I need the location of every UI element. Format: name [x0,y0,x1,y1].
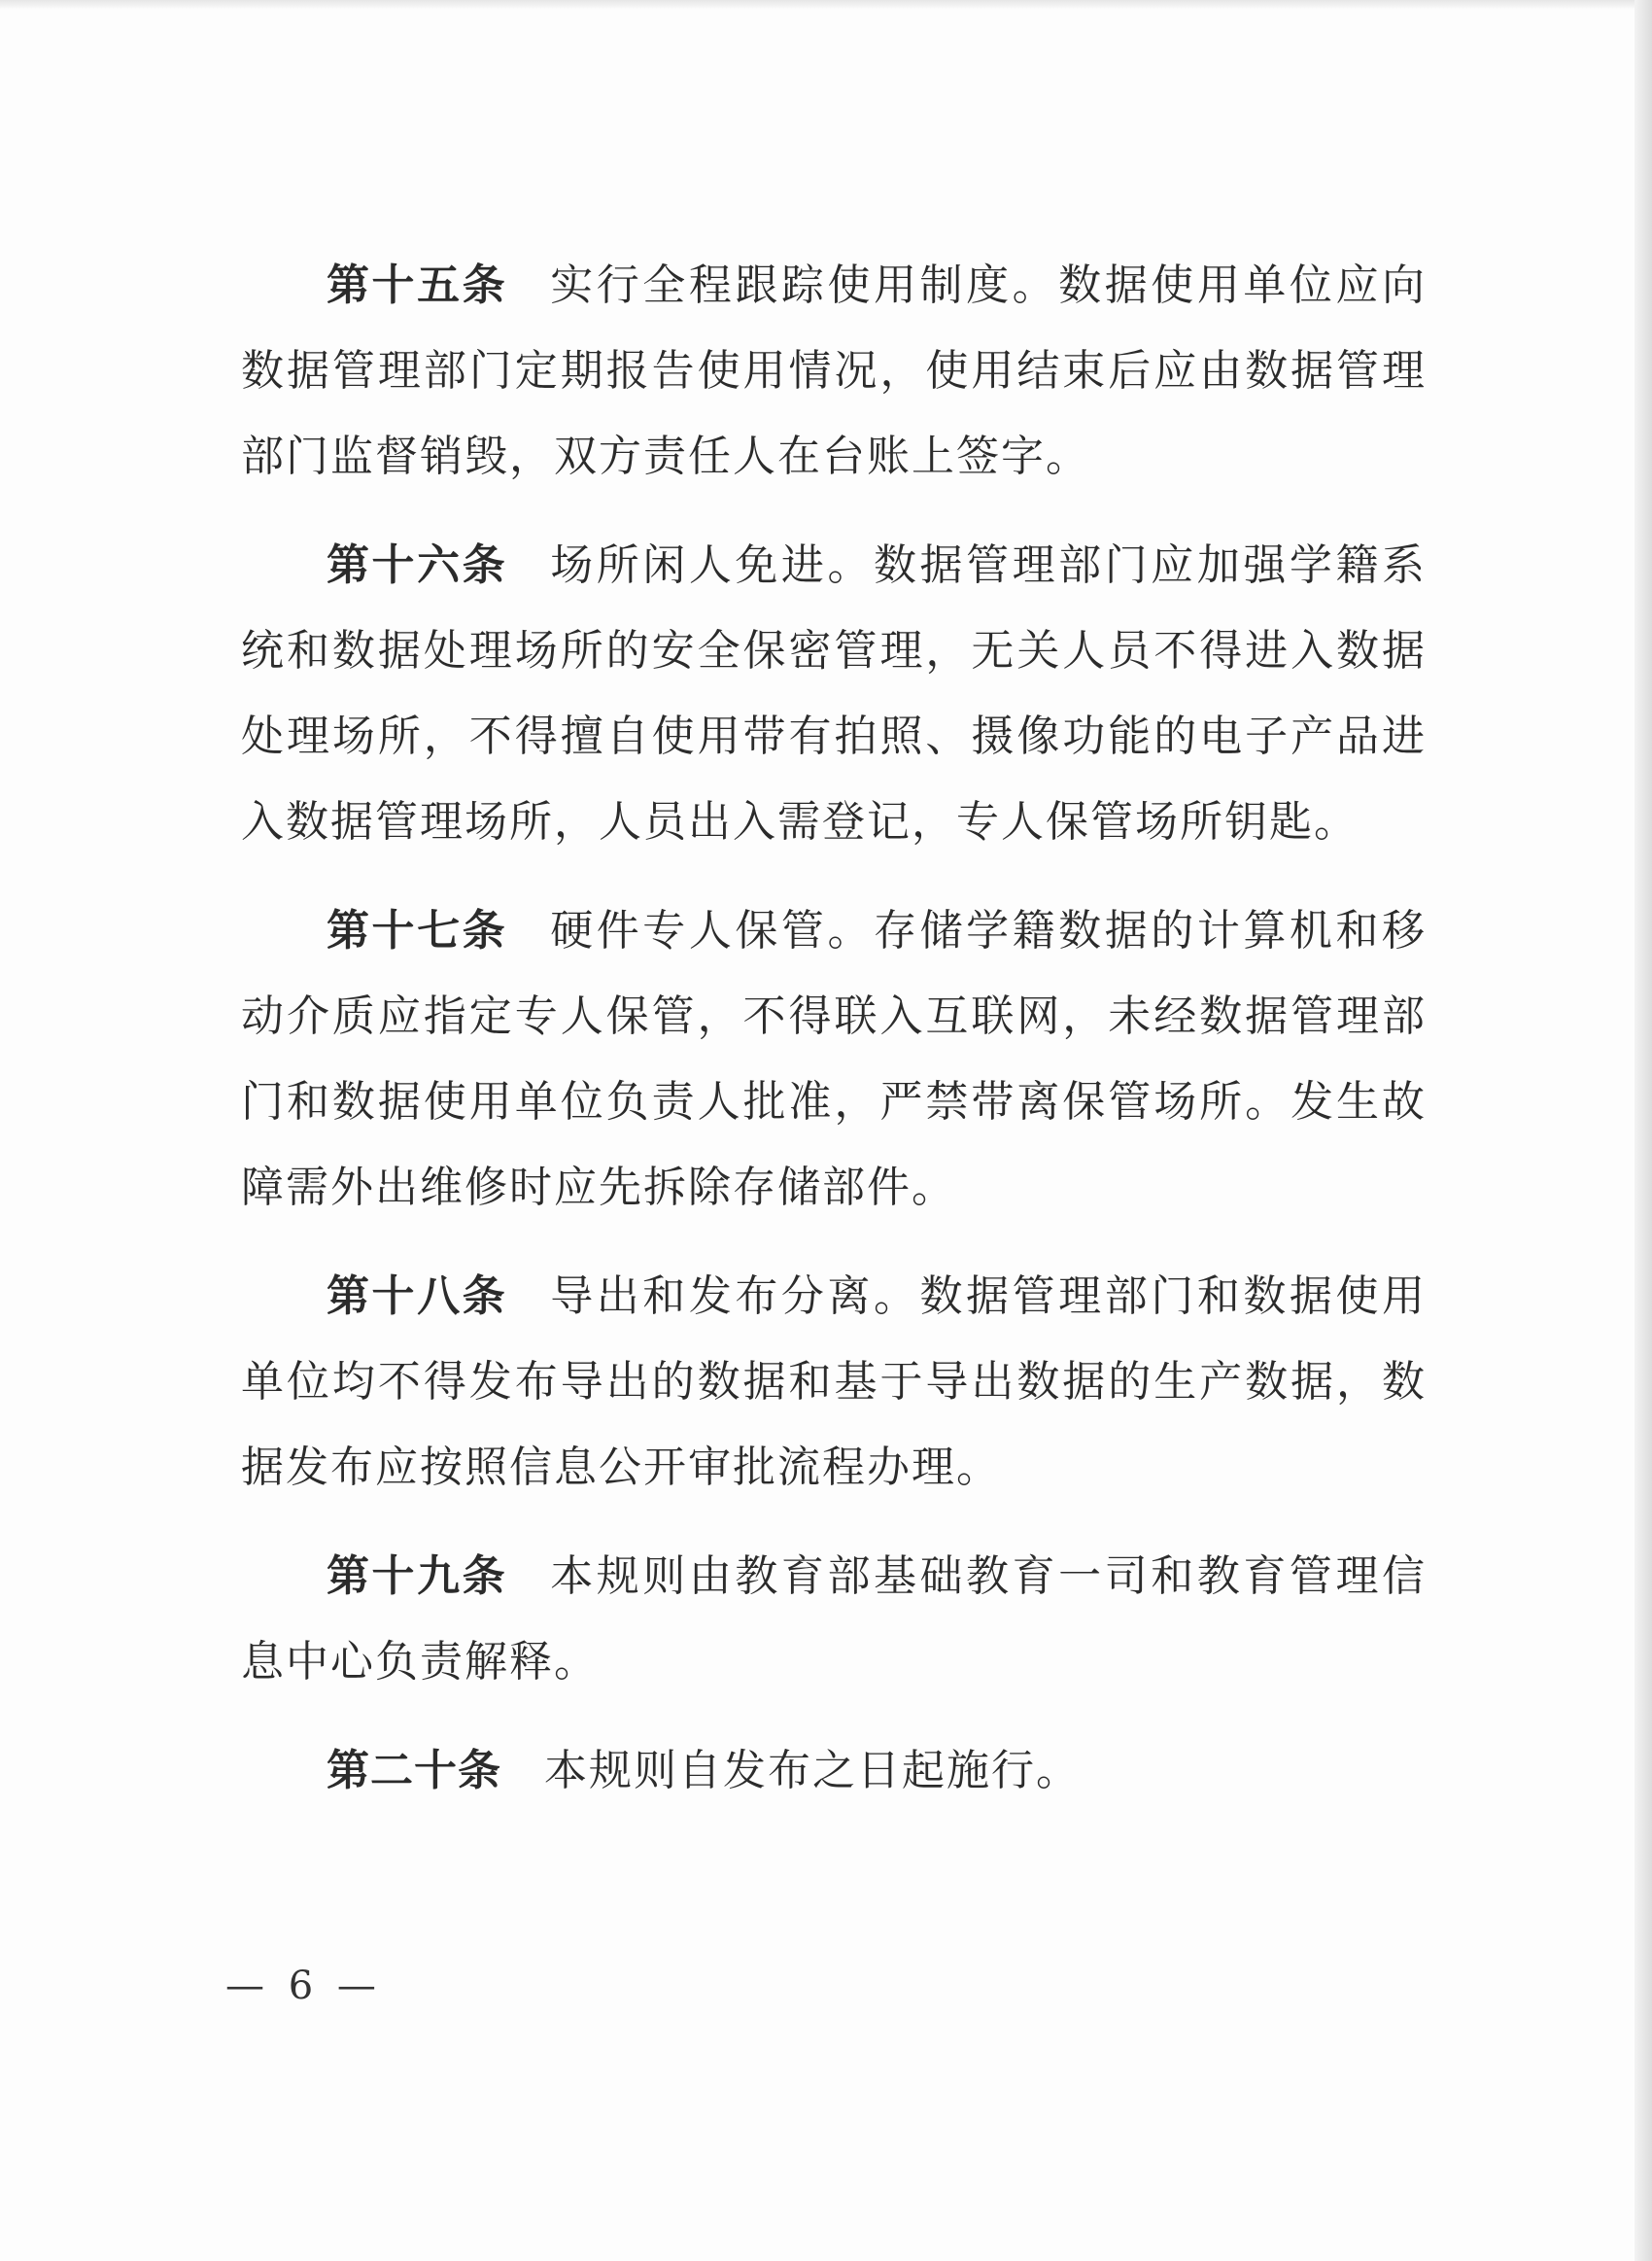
article-17 [241,888,1427,1231]
article-16 [241,523,1427,865]
article-heading: 第十五条 [327,261,508,310]
scan-edge-right [1635,0,1652,2261]
article-text: 导出和发布分离。数据管理部门和数据使用单位均不得发布导出的数据和基于导出数据的生产数据，数据发布应按照信息公开审批流程办理。 [241,1271,1428,1492]
article-text: 场所闲人免进。数据管理部门应加强学籍系统和数据处理场所的安全保密管理，无关人员不得进入数据处理场所，不得擅自使用带有拍照、摄像功能的电子产品进入数据管理场所，人员出入需登记，专人保管场所钥匙。 [241,540,1428,847]
article-heading: 第十六条 [327,540,508,590]
article-20 [241,1728,1427,1814]
document-body [241,243,1427,1837]
article-heading: 第十九条 [327,1551,508,1601]
article-text: 硬件专人保管。存储学籍数据的计算机和移动介质应指定专人保管，不得联入互联网，未经数据管理部门和数据使用单位负责人批准，严禁带离保管场所。发生故障需外出维修时应先拆除存储部件。 [241,906,1428,1212]
article-19 [241,1534,1427,1705]
page-number: — 6 — [225,1964,382,2008]
article-heading: 第十七条 [327,906,508,956]
article-text: 实行全程跟踪使用制度。数据使用单位应向数据管理部门定期报告使用情况，使用结束后应由数据管理部门监督销毁，双方责任人在台账上签字。 [241,261,1428,481]
article-text: 本规则由教育部基础教育一司和教育管理信息中心负责解释。 [241,1551,1428,1687]
article-18 [241,1254,1427,1511]
article-15 [241,243,1427,500]
article-heading: 第二十条 [327,1746,501,1795]
article-text: 本规则自发布之日起施行。 [544,1746,1081,1795]
scan-edge-top [0,0,1652,10]
article-heading: 第十八条 [327,1271,508,1321]
